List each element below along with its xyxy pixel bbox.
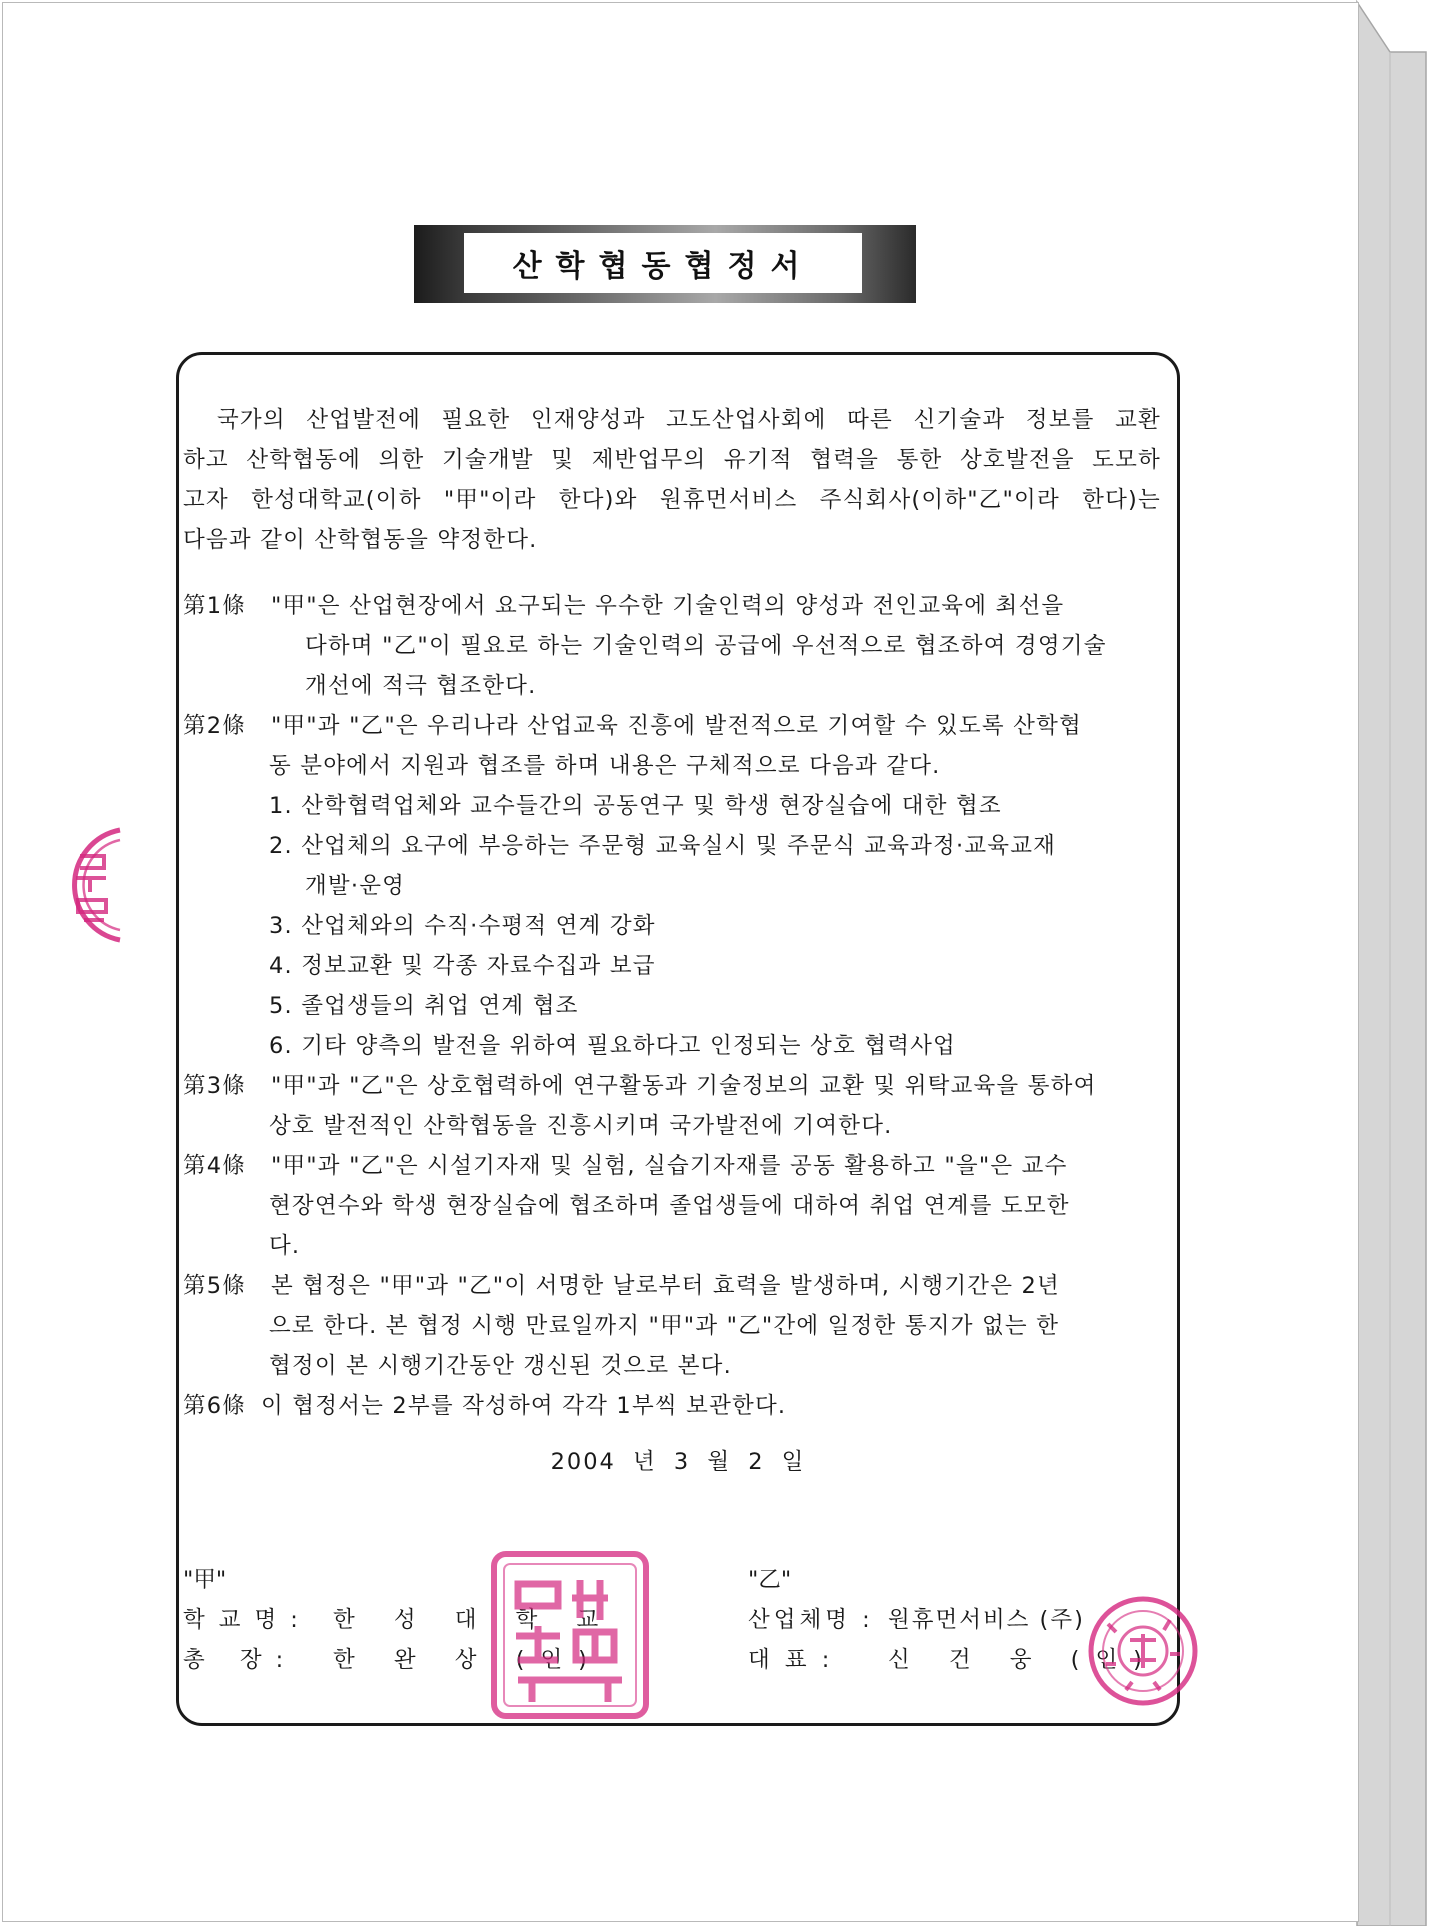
preamble-line: 국가의 산업발전에 필요한 인재양성과 고도산업사회에 따른 신기술과 정보를 교환	[217, 407, 1161, 433]
list-item: 2. 산업체의 요구에 부응하는 주문형 교육실시 및 주문식 교육과정·교육교재	[269, 833, 1057, 859]
article-text: "甲"은 산업현장에서 요구되는 우수한 기술인력의 양성과 전인교육에 최선을	[271, 593, 1065, 619]
article-3	[183, 1066, 1173, 1106]
representative-label: 대 표 :	[748, 1647, 834, 1673]
article-label: 第4條	[183, 1153, 246, 1179]
article-label: 第6條	[183, 1393, 246, 1419]
party-b-tag: "乙"	[748, 1567, 792, 1593]
preamble-line: 다음과 같이 산학협동을 약정한다.	[183, 527, 538, 553]
article-text: 동 분야에서 지원과 협조를 하며 내용은 구체적으로 다음과 같다.	[269, 753, 941, 779]
president-seal-icon	[488, 1548, 652, 1722]
article-label: 第3條	[183, 1073, 246, 1099]
article-text: 상호 발전적인 산학협동을 진흥시키며 국가발전에 기여한다.	[269, 1113, 893, 1139]
school-label: 학교명:	[183, 1607, 312, 1633]
article-5	[183, 1266, 1173, 1306]
article-4	[183, 1146, 1173, 1186]
preamble-line: 고자 한성대학교(이하 "甲"이라 한다)와 원휴먼서비스 주식회사(이하"乙"이라 한다)는	[183, 487, 1161, 513]
list-item: 6. 기타 양측의 발전을 위하여 필요하다고 인정되는 상호 협력사업	[269, 1033, 956, 1059]
party-b-signature	[748, 1560, 1158, 1680]
university-seal-icon	[54, 826, 124, 944]
president-label: 총 장:	[183, 1647, 298, 1673]
article-label: 第5條	[183, 1273, 246, 1299]
representative-name: 신 건 웅 (인)	[888, 1647, 1158, 1673]
title-banner	[414, 225, 916, 303]
list-item: 1. 산학협력업체와 교수들간의 공동연구 및 학생 현장실습에 대한 협조	[269, 793, 1002, 819]
company-seal-icon	[1086, 1594, 1200, 1708]
article-text: "甲"과 "乙"은 시설기자재 및 실험, 실습기자재를 공동 활용하고 "을"은 교수	[271, 1153, 1068, 1179]
list-item: 4. 정보교환 및 각종 자료수집과 보급	[269, 953, 656, 979]
list-item: 3. 산업체와의 수직·수평적 연계 강화	[269, 913, 656, 939]
company-label: 산업체명 :	[748, 1607, 874, 1633]
article-1	[183, 586, 1173, 626]
document-title: 산학협동협정서	[464, 233, 862, 293]
president-name: 한 완 상 (인)	[333, 1647, 603, 1673]
article-text: 으로 한다. 본 협정 시행 만료일까지 "甲"과 "乙"간에 일정한 통지가 없는 한	[269, 1313, 1060, 1339]
article-text: 다하며 "乙"이 필요로 하는 기술인력의 공급에 우선적으로 협조하여 경영기술	[305, 633, 1107, 659]
signing-date: 2004 년 3 월 2 일	[550, 1449, 806, 1475]
article-text: 개선에 적극 협조한다.	[305, 673, 537, 699]
article-label: 第2條	[183, 713, 246, 739]
article-text: 이 협정서는 2부를 작성하여 각각 1부씩 보관한다.	[261, 1393, 787, 1419]
article-2	[183, 706, 1173, 746]
school-name: 한 성 대 학 교	[333, 1607, 615, 1633]
list-item: 개발·운영	[305, 873, 406, 899]
party-a-tag: "甲"	[183, 1567, 227, 1593]
article-text: 현장연수와 학생 현장실습에 협조하며 졸업생들에 대하여 취업 연계를 도모한	[269, 1193, 1070, 1219]
article-text: 다.	[269, 1233, 301, 1259]
article-text: 본 협정은 "甲"과 "乙"이 서명한 날로부터 효력을 발생하며, 시행기간은 2년	[271, 1273, 1060, 1299]
article-text: "甲"과 "乙"은 우리나라 산업교육 진흥에 발전적으로 기여할 수 있도록 산학협	[271, 713, 1082, 739]
article-text: 협정이 본 시행기간동안 갱신된 것으로 본다.	[269, 1353, 732, 1379]
article-text: "甲"과 "乙"은 상호협력하에 연구활동과 기술정보의 교환 및 위탁교육을 통하여	[271, 1073, 1097, 1099]
preamble-line: 하고 산학협동에 의한 기술개발 및 제반업무의 유기적 협력을 통한 상호발전을 도모하	[183, 447, 1161, 473]
agreement-body	[183, 400, 1173, 1482]
article-6	[183, 1386, 1173, 1426]
list-item: 5. 졸업생들의 취업 연계 협조	[269, 993, 579, 1019]
article-label: 第1條	[183, 593, 246, 619]
company-name: 원휴먼서비스 (주)	[888, 1607, 1085, 1633]
